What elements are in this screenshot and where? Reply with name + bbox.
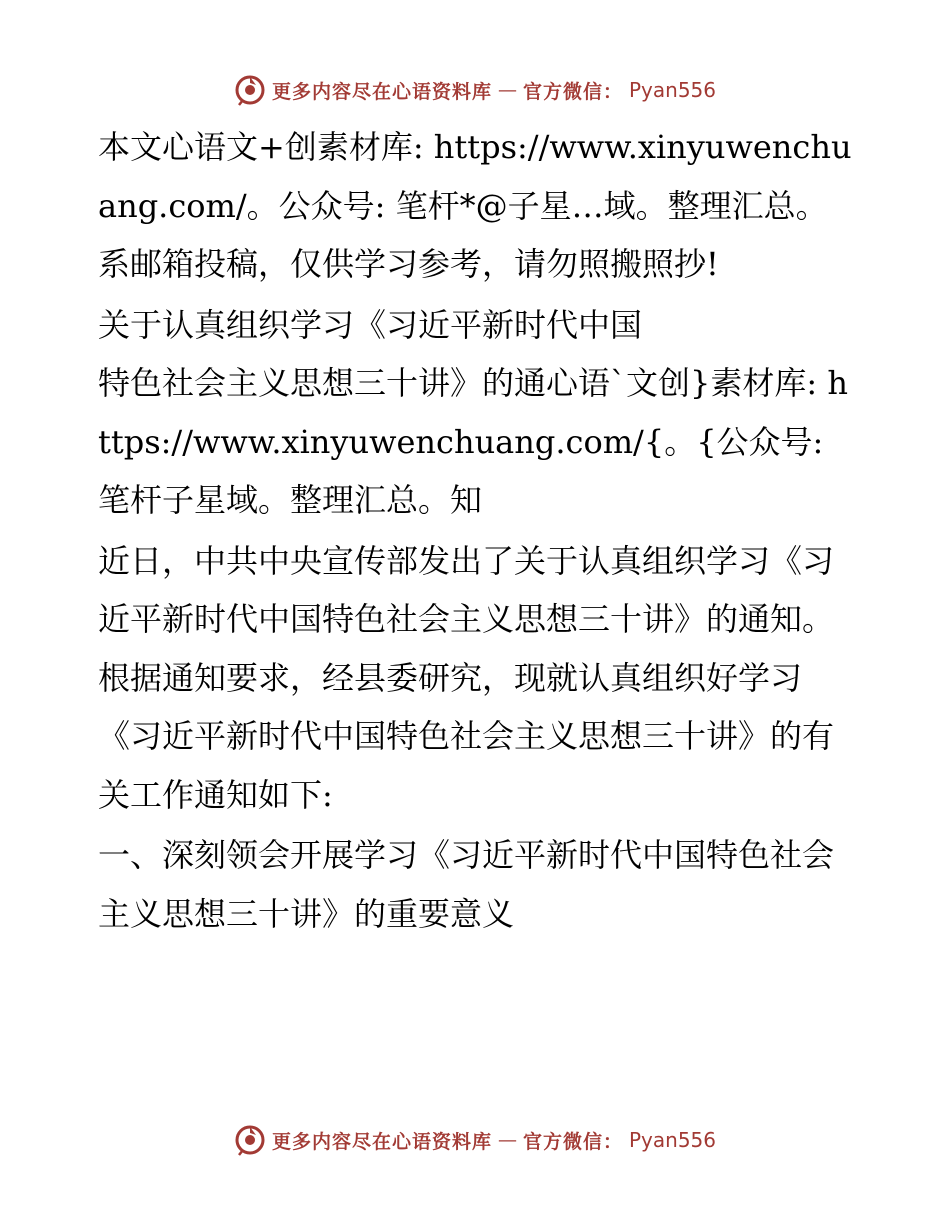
watermark-brand-text: 更多内容尽在心语资料库 xyxy=(271,80,492,103)
watermark-wechat-id: Pyan556 xyxy=(629,1128,717,1152)
brand-logo-icon xyxy=(234,74,266,106)
intro-paragraph: 本文心语文+创素材库: https://www.xinyuwenchuang.com/。公众号: 笔杆*@子星…域。整理汇总。系邮箱投稿，仅供学习参考，请勿照搬照抄! xyxy=(98,128,852,283)
section-heading-1: 一、深刻领会开展学习《习近平新时代中国特色社会主义思想三十讲》的重要意义 xyxy=(98,836,835,933)
watermark-brand-text: 更多内容尽在心语资料库 xyxy=(271,1130,492,1153)
watermark-official-label: 官方微信： xyxy=(522,1130,623,1153)
document-body xyxy=(98,118,858,943)
brand-logo-icon xyxy=(234,1124,266,1156)
watermark-wechat-id: Pyan556 xyxy=(629,78,717,102)
watermark-dash: — xyxy=(497,79,517,101)
footer-watermark xyxy=(0,1120,950,1160)
body-paragraph: 近日，中共中央宣传部发出了关于认真组织学习《习近平新时代中国特色社会主义思想三十讲》的通知。根据通知要求，经县委研究，现就认真组织好学习《习近平新时代中国特色社会主义思想三十讲》的有关工作通知如下: xyxy=(98,541,835,814)
header-watermark xyxy=(0,70,950,110)
watermark-dash: — xyxy=(497,1129,517,1151)
title-line-1: 关于认真组织学习《习近平新时代中国 xyxy=(98,305,643,344)
watermark-official-label: 官方微信： xyxy=(522,80,623,103)
title-line-2: 特色社会主义思想三十讲》的通心语`文创}素材库: https://www.xinyuwenchuang.com/{。{公众号: 笔杆子星域。整理汇总。知 xyxy=(98,364,848,519)
